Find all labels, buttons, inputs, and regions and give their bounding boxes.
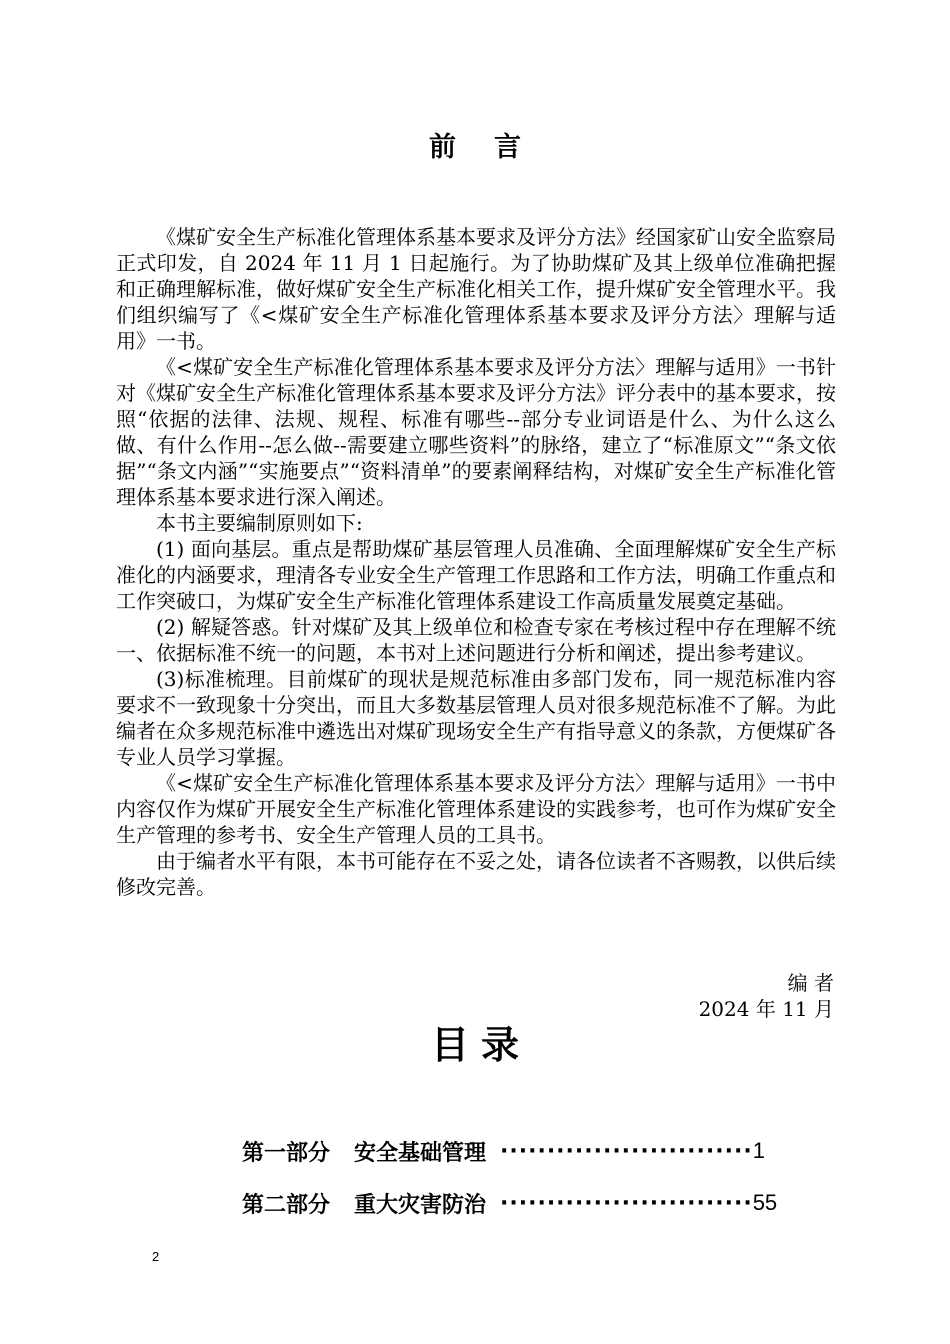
signature-block <box>699 970 834 1022</box>
toc-entry[interactable] <box>242 1177 802 1229</box>
toc-part-label: 第一部分 <box>242 1140 331 1166</box>
author-line: 编 者 <box>787 971 834 995</box>
page-number: 2 <box>152 1249 160 1264</box>
preface-paragraph: (1) 面向基层。重点是帮助煤矿基层管理人员准确、全面理解煤矿安全生产标准化的内涵要求，理清各专业安全生产管理工作思路和工作方法，明确工作重点和工作突破口，为煤矿安全生产标准化管理体系建设工作高质量发展奠定基础。 <box>116 537 836 613</box>
preface-paragraph: 《<煤矿安全生产标准化管理体系基本要求及评分方法〉理解与适用》一书中内容仅作为煤矿开展安全生产标准化管理体系建设的实践参考，也可作为煤矿安全生产管理的参考书、安全生产管理人员的工具书。 <box>116 771 836 847</box>
toc-page-number: 1 <box>752 1138 765 1163</box>
preface-paragraph: 本书主要编制原则如下: <box>156 511 363 535</box>
toc-leader-dots: ··························· <box>500 1138 753 1164</box>
preface-paragraph: 由于编者水平有限，本书可能存在不妥之处，请各位读者不吝赐教，以供后续修改完善。 <box>116 849 836 899</box>
toc-part-name: 重大灾害防治 <box>354 1192 487 1218</box>
toc-leader-dots: ··························· <box>500 1190 753 1216</box>
preface-paragraph: (2) 解疑答惑。针对煤矿及其上级单位和检查专家在考核过程中存在理解不统一、依据标准不统一的问题，本书对上述问题进行分析和阐述，提出参考建议。 <box>116 615 836 665</box>
toc-entry[interactable] <box>242 1125 802 1177</box>
preface-title: 前言 <box>429 132 559 163</box>
toc-page-number: 55 <box>752 1190 778 1215</box>
toc-part-label: 第二部分 <box>242 1192 331 1218</box>
preface-paragraph: 《<煤矿安全生产标准化管理体系基本要求及评分方法〉理解与适用》一书针对《煤矿安全生产标准化管理体系基本要求及评分方法》评分表中的基本要求，按照“依据的法律、法规、规程、标准有哪些--部分专业词语是什么、为什么这么做、有什么作用--怎么做--需要建立哪些资料”的脉络，建立了“标准原文”“条文依据”“条文内涵”“实施要点”“资料清单”的要素阐释结构，对煤矿安全生产标准化管理体系基本要求进行深入阐述。 <box>116 355 836 509</box>
preface-body <box>116 224 836 900</box>
toc-part-name: 安全基础管理 <box>354 1140 487 1166</box>
preface-paragraph: (3)标准梳理。目前煤矿的现状是规范标准由多部门发布，同一规范标准内容要求不一致现象十分突出，而且大多数基层管理人员对很多规范标准不了解。为此编者在众多规范标准中遴选出对煤矿现场安全生产有指导意义的条款，方便煤矿各专业人员学习掌握。 <box>116 667 836 769</box>
date-line: 2024 年 11 月 <box>698 997 834 1021</box>
toc-title: 目录 <box>430 1023 531 1067</box>
toc-list <box>242 1125 802 1229</box>
preface-paragraph: 《煤矿安全生产标准化管理体系基本要求及评分方法》经国家矿山安全监察局正式印发，自 2024 年 11 月 1 日起施行。为了协助煤矿及其上级单位准确把握和正确理解标准，做好煤矿安全生产标准化相关工作，提升煤矿安全管理水平。我们组织编写了《<煤矿安全生产标准化管理体系基本要求及评分方法〉理解与适用》一书。 <box>116 225 836 353</box>
